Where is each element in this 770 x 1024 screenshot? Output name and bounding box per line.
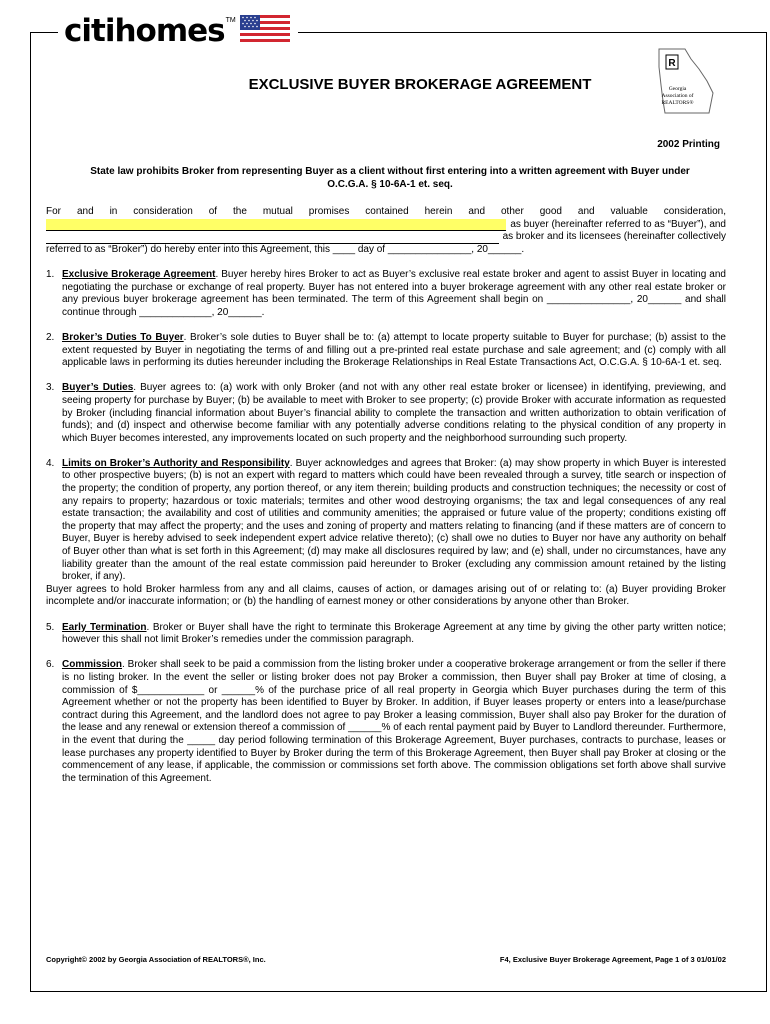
section-heading: Broker’s Duties To Buyer [62,331,184,343]
section-heading: Commission [62,659,123,671]
section-number: 1. [46,268,55,280]
section-number: 4. [46,457,55,469]
section-body: . Broker shall seek to be paid a commission from the listing broker under a cooperative brokerage arrangement or from the seller if there is no listing broker. In the event the seller or listing broker does not pay Broker a commission, then Buyer shall pay Broker at time of closing, a commission of $____________ or ______% of the purchase price of all real property in Georgia which Buyer purchases during the term of this Agreement whether or not the property has been identified to Buyer by Broker. In addition, if Buyer leases property or enters into a lease/purchase contract during this Agreement, and the landlord does not agree to pay Broker a leasing commission, Buyer shall also pay Broker for the duration of the lease and any renewal or extension thereof a commission of ______% of each rental payment paid by Buyer to Landlord thereunder. Furthermore, in the event that during the _____ day period following termination of this Brokerage Agreement, Buyer purchases, contracts to purchase, leases or lease purchases any property identified to Buyer by Broker during the term of this Brokerage Agreement, then Buyer shall pay Broker at closing or the commencement of any lease, if applicable, the commission or commissions set forth above. The commission obligations set forth above shall survive the termination of this Agreement. [62,659,726,784]
gar-line2: Association of [661,93,694,99]
gar-line3: REALTORS® [661,100,694,106]
intro-line1: For and in consideration of the mutual promises contained herein and other good and valuable consideration, [46,206,726,217]
section-text [62,269,726,319]
svg-text:R: R [668,58,676,69]
section-4 [46,458,726,584]
section-body: . Buyer hereby hires Broker to act as Buyer’s exclusive real estate broker and agent to assist Buyer in locating and negotiating the purchase or exchange of real property. Buyer has not entered into a buyer brokerage agreement with any other real estate broker or any previous buyer brokerage agreement has been terminated. The term of this Agreement shall begin on _______________, 20______ and shall continue through _____________, 20______. [62,268,726,318]
section-body: . Buyer acknowledges and agrees that Broker: (a) may show property in which Buyer is interested to other prospective buyers; (b) is not an expert with regard to matters which could have been revealed through a survey, title search or inspection of the property; the condition of property, any portion thereof, or any item therein; building products and construction techniques; the necessity or cost of any repairs to property; hazardous or toxic materials; termites and other wood destroying organisms; the tax and legal consequences of any real estate transaction; the availability and cost of utilities and community amenities; the appraised or future value of the property; conditions existing off the property that may affect the property; and the uses and zoning of property and matters relating to financing (and if these matters are of concern to Buyer, Buyer is hereby advised to seek independent expert advice relative thereto); (c) shall owe no duties to Buyer nor have any authority on behalf of Buyer other than what is set forth in this Agreement; (d) may make all disclosures required by law; and (e) shall, under no circumstances, have any liability greater than the amount of the real estate commission paid hereunder to Broker (excluding any commission amount retained by the listing broker, if any). [62,457,727,583]
section-6 [46,659,726,785]
section-body: . Broker’s sole duties to Buyer shall be to: (a) attempt to locate property suitable to Buyer for purchase; (b) assist to the extent requested by Buyer in negotiating the terms of and filling out a pre-printed real estate purchase and sale agreement; and (c) comply with all applicable laws in performing its duties hereunder including the Brokerage Relationships in Real Estate Transactions Act, O.C.G.A. § 10-6A-1 et. seq. [62,331,726,369]
preamble: State law prohibits Broker from representing Buyer as a client without first entering into a written agreement with Buyer under O.C.G.A. § 10-6A-1 et. seq. [90,166,690,190]
section-number: 6. [46,659,55,671]
section-text [62,622,726,647]
section-body: . Buyer agrees to: (a) work with only Broker (and not with any other real estate broker or licensee) in identifying, previewing, and seeing property for purchase by Buyer; (b) be available to meet with Broker to see property; (c) provide Broker with accurate information as requested by Broker (including financial information about Buyer’s financial ability to complete the transaction and written authorization to obtain verification of funds); and (d) inspect and otherwise become familiar with any potentially adverse conditions relating to the physical condition of any property in which Buyer becomes interested, any improvements located on such property and the neighborhood surrounding such property. [62,382,726,444]
footer-page-info: F4, Exclusive Buyer Brokerage Agreement, Page 1 of 3 01/01/02 [499,955,726,964]
section-text [62,382,726,445]
section-heading: Limits on Broker’s Authority and Responsibility [62,457,290,469]
footer-copyright: Copyright© 2002 by Georgia Association of REALTORS®, Inc. [46,955,266,964]
sections-list [46,269,726,785]
section-heading: Buyer’s Duties [62,382,134,394]
page-title: EXCLUSIVE BUYER BROKERAGE AGREEMENT [248,76,592,93]
intro-line3-tail: as broker and its licensees (hereinafter collectively [502,231,726,243]
broker-name-field[interactable] [46,232,499,244]
section-5 [46,622,726,647]
intro-line4: referred to as “Broker”) do hereby enter into this Agreement, this ____ day of _______________, 20______. [46,243,525,255]
intro-line2-tail: as buyer (hereinafter referred to as “Buyer”), and [510,218,726,230]
section-1 [46,269,726,319]
section-body: . Broker or Buyer shall have the right to terminate this Brokerage Agreement at any time by giving the other party written notice; however this shall not limit Broker’s remedies under the commission paragraph. [62,621,726,646]
section-text [62,659,726,785]
section-heading: Early Termination [62,621,147,633]
printing-label: 2002 Printing [657,139,720,150]
section-number: 5. [46,621,55,633]
buyer-name-field[interactable] [46,219,506,231]
section-text [62,332,726,370]
agreement-body [46,206,726,785]
gar-line1: Georgia [668,86,687,92]
citihomes-logo [58,12,298,52]
section-3 [46,382,726,445]
logo-tm: TM [225,17,236,24]
section-heading: Exclusive Brokerage Agreement [62,268,216,280]
logo-text: citihomes [64,13,225,49]
section-number: 3. [46,382,55,394]
section-2 [46,332,726,370]
page-footer [46,955,726,964]
hold-harmless-paragraph: Buyer agrees to hold Broker harmless from any and all claims, causes of action, or damages arising out of or relating to: (a) Buyer providing Broker incomplete and/or inaccurate information; or (b) the handling of earnest money or other considerations by anyone other than Broker. [46,583,726,608]
section-text [62,458,726,584]
section-number: 2. [46,331,55,343]
us-flag-icon [240,15,290,45]
